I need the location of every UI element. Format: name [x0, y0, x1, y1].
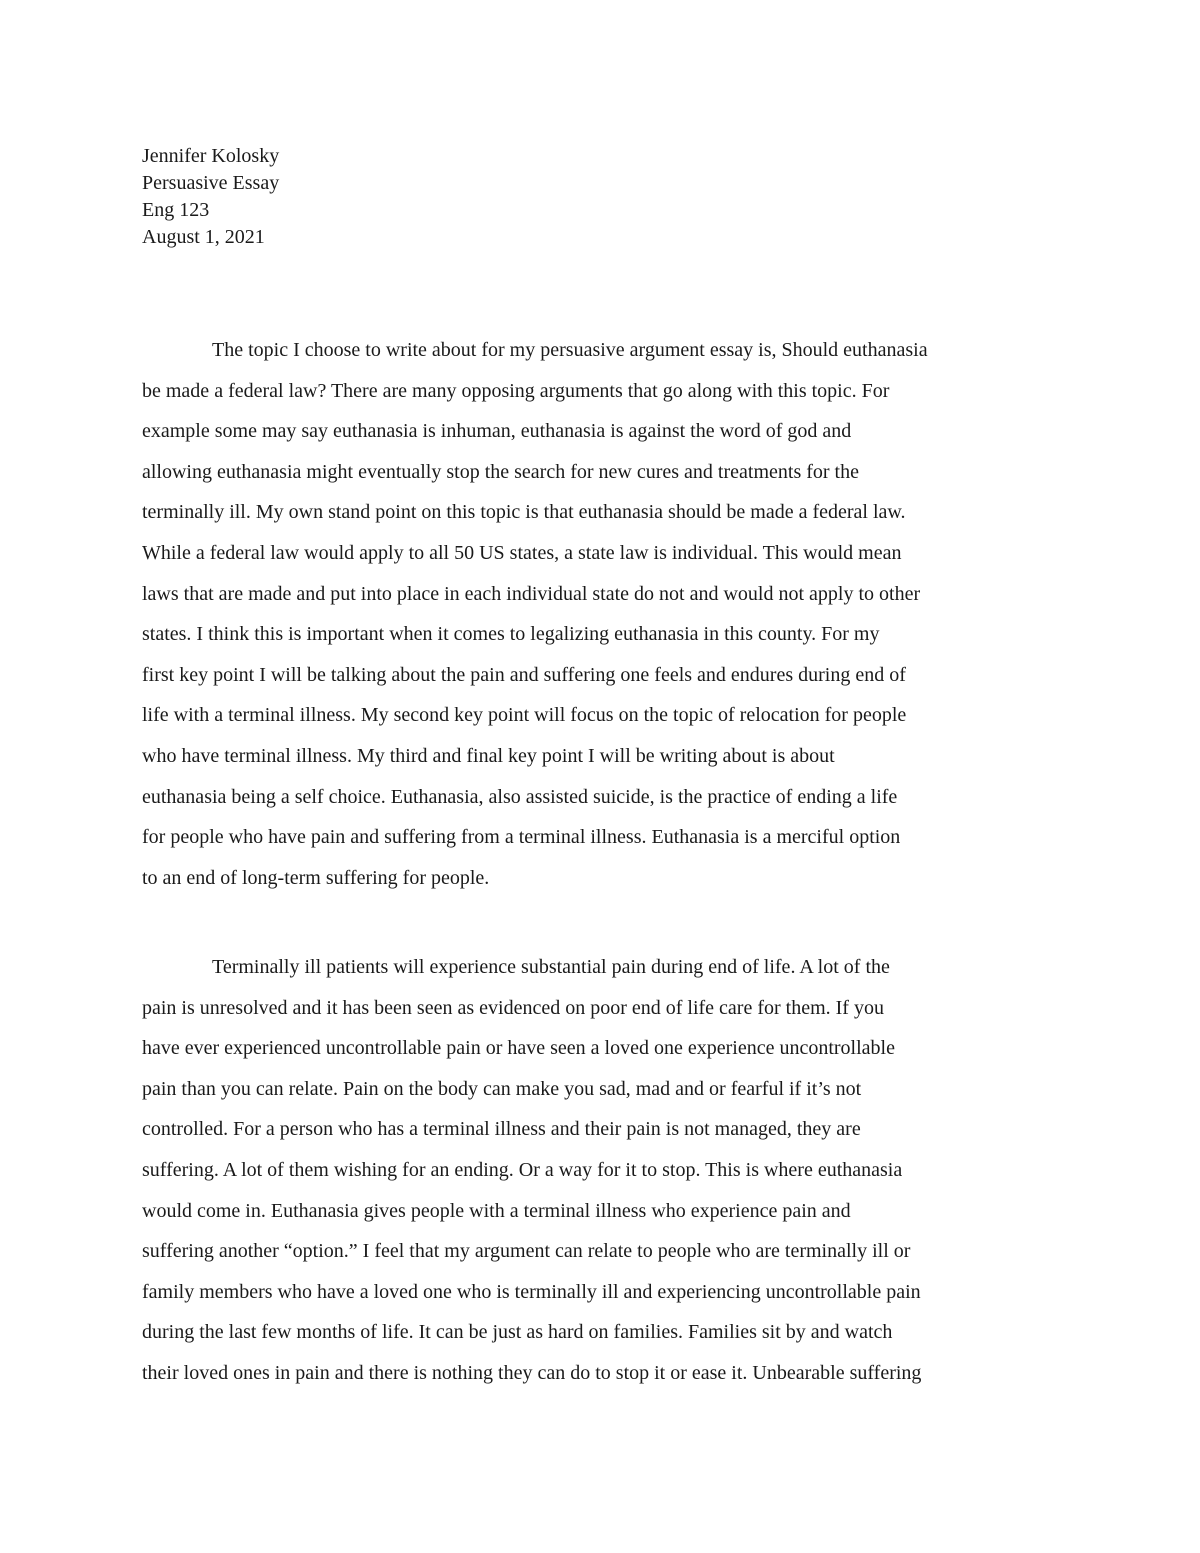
paragraph-line: family members who have a loved one who is terminally ill and experiencing uncontrollable pain	[142, 1280, 921, 1303]
essay-header	[142, 143, 1042, 251]
paragraph-line: life with a terminal illness. My second key point will focus on the topic of relocation for people	[142, 704, 907, 727]
paragraph-line: first key point I will be talking about the pain and suffering one feels and endures during end of	[142, 663, 906, 686]
paragraph-line: euthanasia being a self choice. Euthanasia, also assisted suicide, is the practice of ending a life	[142, 785, 898, 808]
essay-title: Persuasive Essay	[142, 172, 280, 194]
paragraph-line: While a federal law would apply to all 50 US states, a state law is individual. This would mean	[142, 541, 902, 564]
author-name: Jennifer Kolosky	[142, 145, 280, 167]
essay-date: August 1, 2021	[142, 226, 265, 248]
paragraph-line: pain than you can relate. Pain on the body can make you sad, mad and or fearful if it’s not	[142, 1077, 862, 1100]
paragraph-line: to an end of long-term suffering for people.	[142, 866, 490, 889]
paragraph-line: would come in. Euthanasia gives people with a terminal illness who experience pain and	[142, 1199, 851, 1222]
paragraph-line: be made a federal law? There are many opposing arguments that go along with this topic. For	[142, 379, 890, 402]
paragraph-pain	[142, 947, 1062, 1394]
paragraph-line: example some may say euthanasia is inhuman, euthanasia is against the word of god and	[142, 420, 852, 443]
paragraph-line: have ever experienced uncontrollable pain or have seen a loved one experience uncontrollable	[142, 1037, 895, 1060]
paragraph-line: who have terminal illness. My third and final key point I will be writing about is about	[142, 744, 835, 767]
paragraph-line: terminally ill. My own stand point on this topic is that euthanasia should be made a federal law.	[142, 501, 906, 524]
paragraph-line: laws that are made and put into place in each individual state do not and would not apply to other	[142, 582, 921, 605]
paragraph-line: controlled. For a person who has a terminal illness and their pain is not managed, they are	[142, 1118, 861, 1141]
paragraph-line: allowing euthanasia might eventually stop the search for new cures and treatments for the	[142, 460, 859, 483]
paragraph-line: for people who have pain and suffering from a terminal illness. Euthanasia is a merciful option	[142, 826, 901, 849]
paragraph-line: their loved ones in pain and there is nothing they can do to stop it or ease it. Unbearable suffering	[142, 1361, 922, 1384]
paragraph-line: Terminally ill patients will experience substantial pain during end of life. A lot of the	[212, 956, 890, 978]
paragraph-line: states. I think this is important when it comes to legalizing euthanasia in this county. For my	[142, 623, 880, 646]
paragraph-line: pain is unresolved and it has been seen as evidenced on poor end of life care for them. If you	[142, 996, 884, 1019]
paragraph-line: suffering. A lot of them wishing for an ending. Or a way for it to stop. This is where euthanasia	[142, 1158, 903, 1181]
paragraph-line: during the last few months of life. It can be just as hard on families. Families sit by and watch	[142, 1321, 893, 1344]
paragraph-line: suffering another “option.” I feel that my argument can relate to people who are terminally ill or	[142, 1240, 911, 1263]
paragraph-line: The topic I choose to write about for my persuasive argument essay is, Should euthanasia	[212, 339, 928, 361]
paragraph-intro	[142, 330, 1062, 898]
course-name: Eng 123	[142, 199, 210, 221]
